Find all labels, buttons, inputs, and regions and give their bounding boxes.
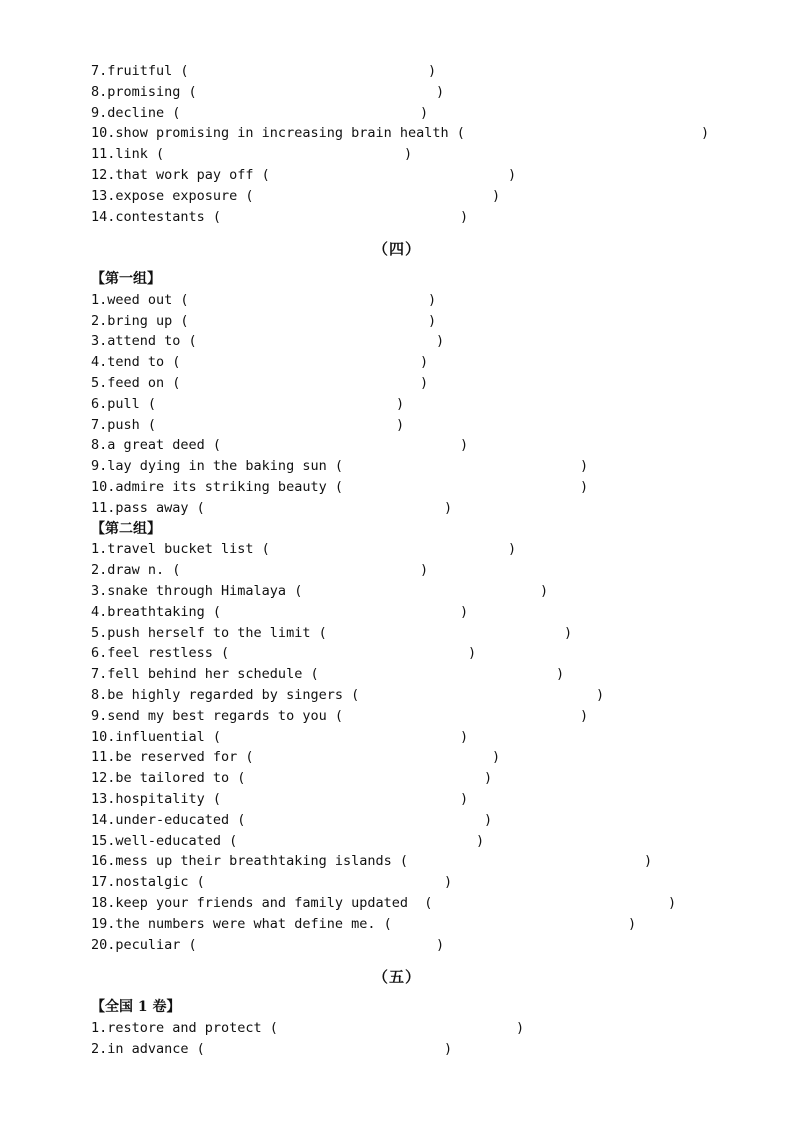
list-item: 4.tend to ( ) bbox=[91, 354, 429, 371]
group-label: 【第二组】 bbox=[91, 520, 161, 537]
list-item: 11.be reserved for ( ) bbox=[91, 749, 501, 766]
list-item: 8.a great deed ( ) bbox=[91, 437, 469, 454]
group-label: 【全国 1 卷】 bbox=[91, 999, 181, 1015]
section-title: （五） bbox=[372, 968, 421, 986]
section-title: （四） bbox=[372, 240, 421, 258]
list-item: 11.link ( ) bbox=[91, 146, 413, 163]
list-item: 6.pull ( ) bbox=[91, 395, 405, 412]
list-item: 3.snake through Himalaya ( ) bbox=[91, 582, 549, 599]
list-item: 11.pass away ( ) bbox=[91, 499, 453, 516]
list-item: 4.breathtaking ( ) bbox=[91, 603, 469, 620]
group-label: 【第一组】 bbox=[91, 271, 161, 287]
list-item: 17.nostalgic ( ) bbox=[91, 874, 453, 891]
list-item: 7.fell behind her schedule ( ) bbox=[91, 666, 565, 683]
list-item: 5.feed on ( ) bbox=[91, 374, 429, 391]
list-item: 1.travel bucket list ( ) bbox=[91, 541, 517, 558]
list-item: 18.keep your friends and family updated ( ) bbox=[91, 894, 677, 911]
list-item: 20.peculiar ( ) bbox=[91, 936, 445, 953]
list-item: 19.the numbers were what define me. ( ) bbox=[91, 915, 637, 932]
list-item: 2.in advance ( ) bbox=[91, 1040, 453, 1057]
list-item: 13.hospitality ( ) bbox=[91, 790, 469, 807]
vocab-list-top bbox=[91, 61, 771, 227]
list-item: 16.mess up their breathtaking islands ( ) bbox=[91, 853, 653, 870]
vocab-list-section4 bbox=[91, 269, 771, 955]
list-item: 1.weed out ( ) bbox=[91, 291, 437, 308]
list-item: 10.influential ( ) bbox=[91, 728, 469, 745]
list-item: 7.push ( ) bbox=[91, 416, 405, 433]
list-item: 6.feel restless ( ) bbox=[91, 645, 477, 662]
list-item: 9.lay dying in the baking sun ( ) bbox=[91, 458, 589, 475]
list-item: 13.expose exposure ( ) bbox=[91, 187, 501, 204]
list-item: 14.contestants ( ) bbox=[91, 208, 469, 225]
list-item: 5.push herself to the limit ( ) bbox=[91, 624, 573, 641]
list-item: 8.promising ( ) bbox=[91, 83, 445, 100]
list-item: 2.bring up ( ) bbox=[91, 312, 437, 329]
list-item: 14.under-educated ( ) bbox=[91, 811, 493, 828]
list-item: 8.be highly regarded by singers ( ) bbox=[91, 686, 605, 703]
list-item: 2.draw n. ( ) bbox=[91, 562, 429, 579]
list-item: 12.that work pay off ( ) bbox=[91, 166, 517, 183]
vocab-list-section5 bbox=[91, 997, 771, 1059]
list-item: 10.admire its striking beauty ( ) bbox=[91, 478, 589, 495]
list-item: 10.show promising in increasing brain health ( ) bbox=[91, 125, 710, 142]
list-item: 1.restore and protect ( ) bbox=[91, 1019, 525, 1036]
list-item: 3.attend to ( ) bbox=[91, 333, 445, 350]
list-item: 9.send my best regards to you ( ) bbox=[91, 707, 589, 724]
list-item: 7.fruitful ( ) bbox=[91, 63, 437, 79]
list-item: 9.decline ( ) bbox=[91, 104, 429, 121]
list-item: 15.well-educated ( ) bbox=[91, 832, 485, 849]
list-item: 12.be tailored to ( ) bbox=[91, 770, 493, 787]
